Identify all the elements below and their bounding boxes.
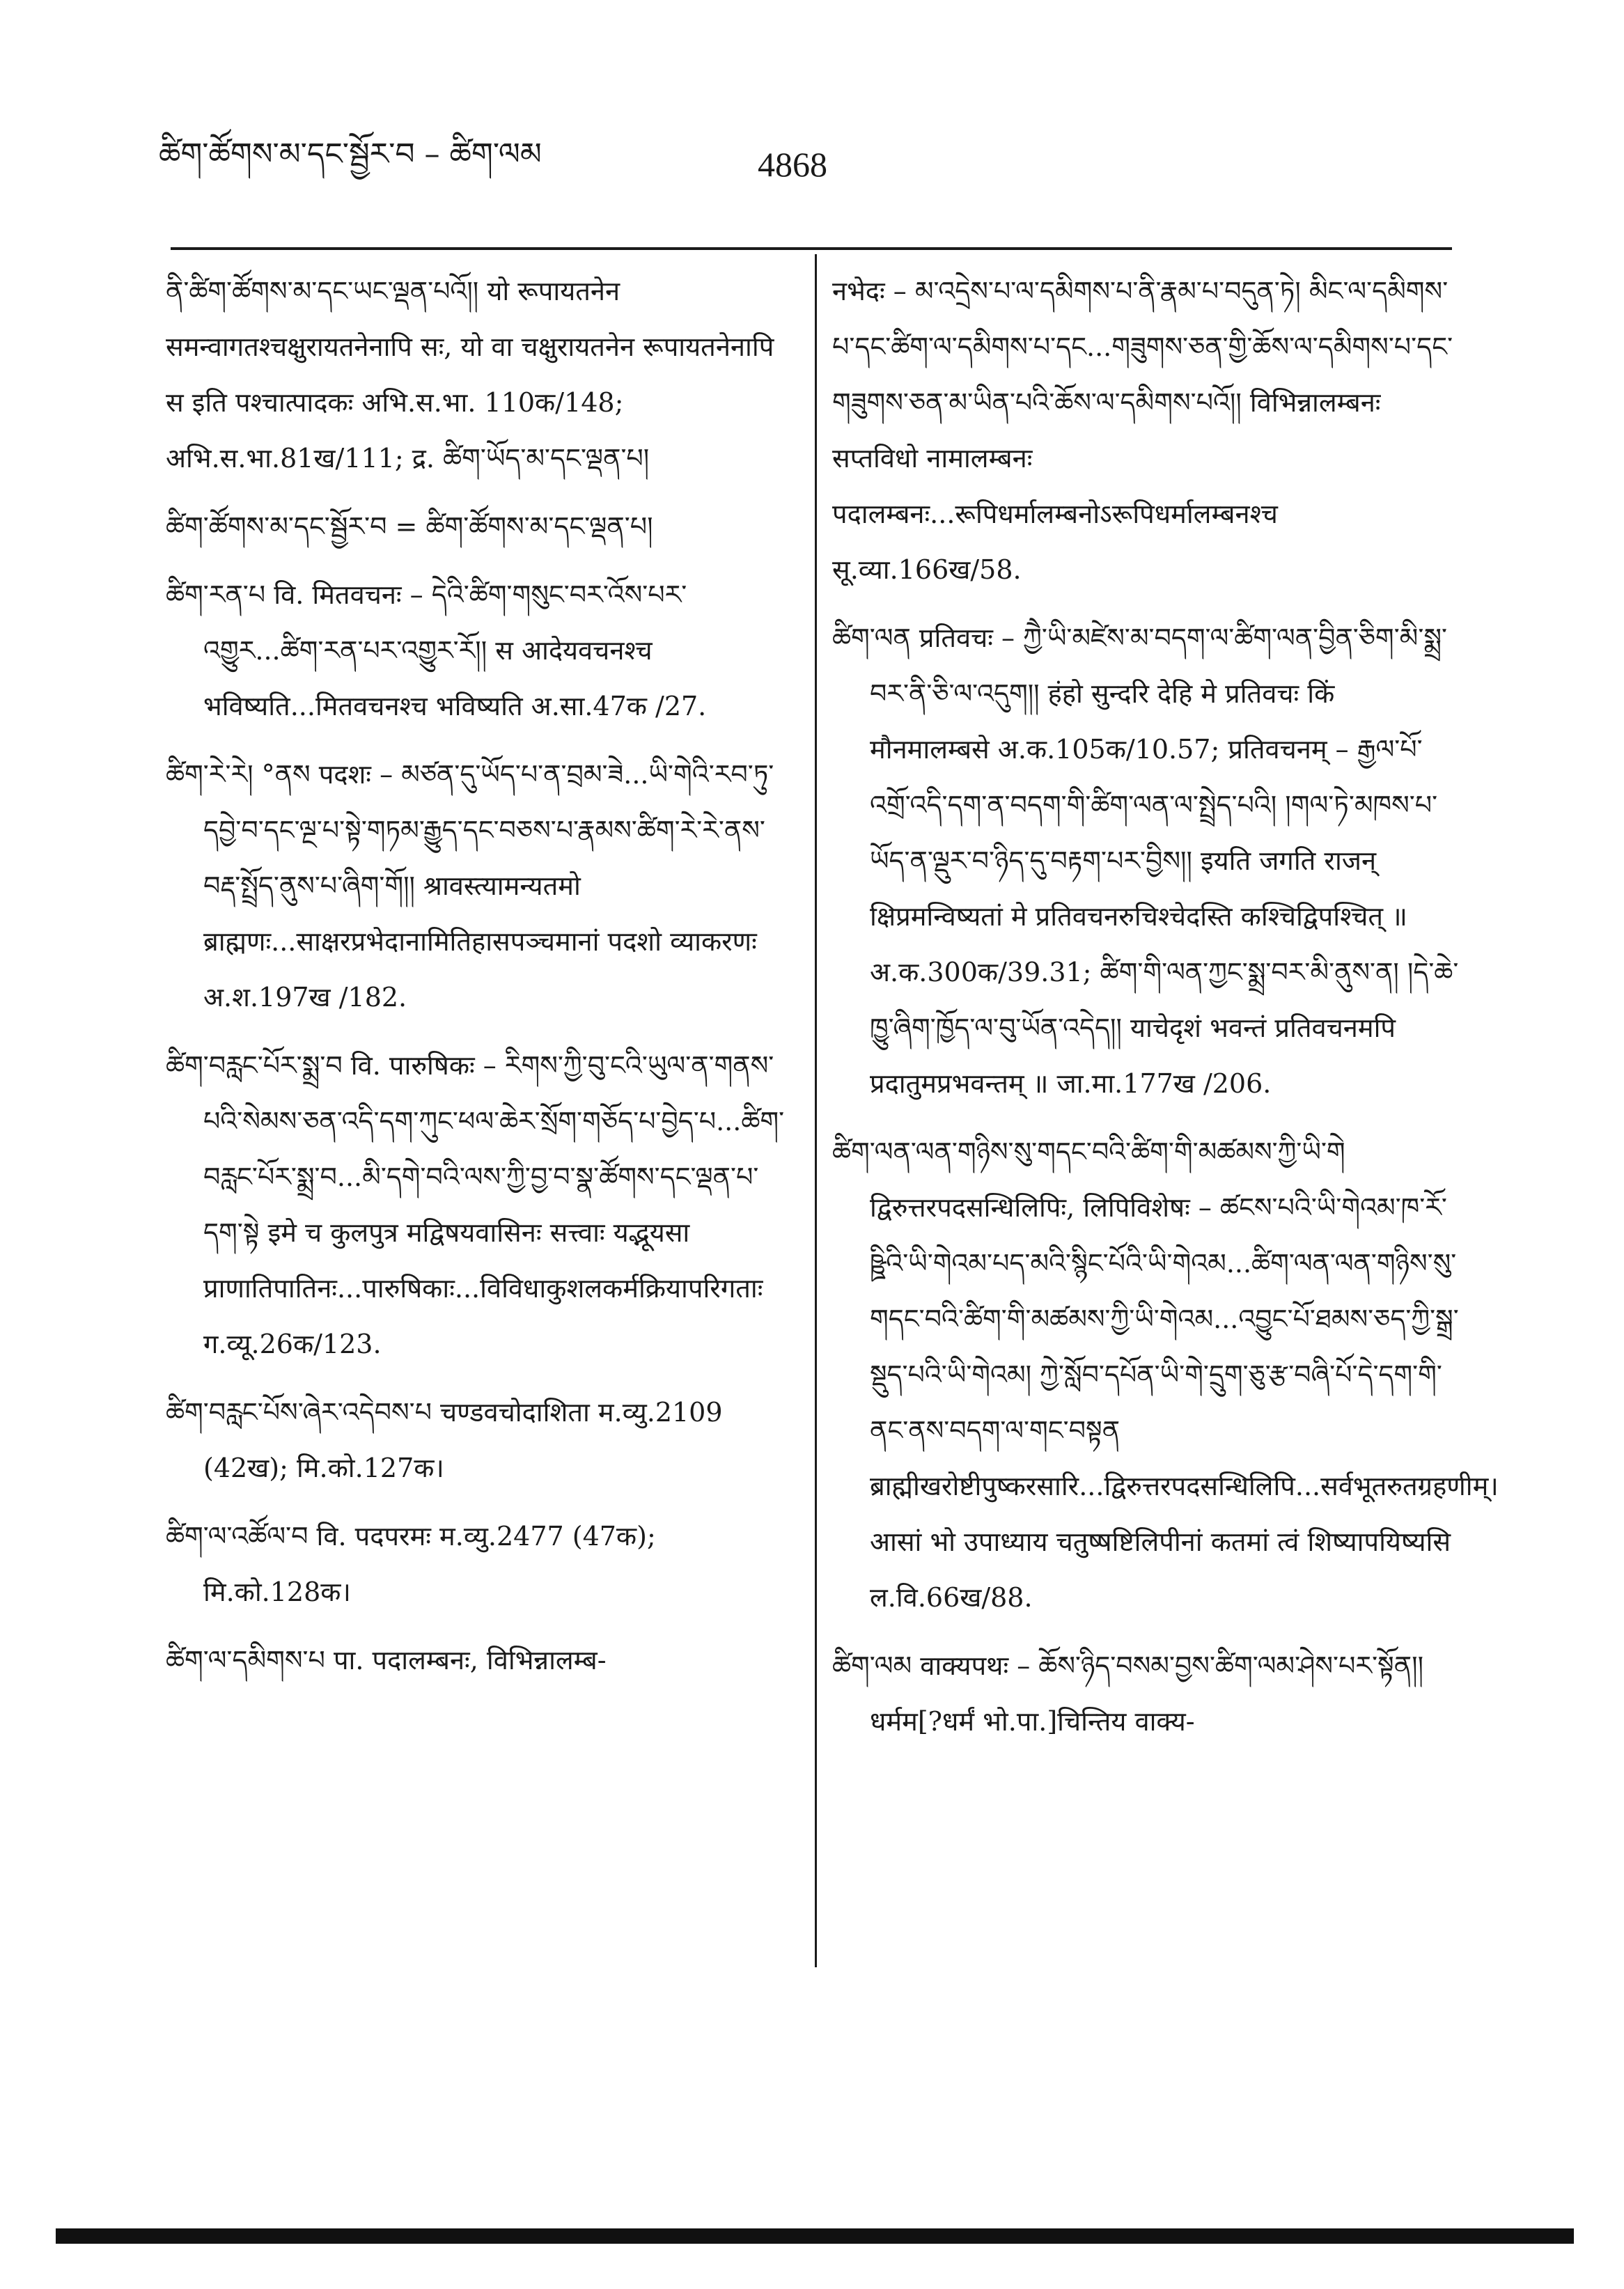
running-header: ཚིག་ཚོགས་མ་དང་སྦྱོར་བ – ཚིག་ལམ	[159, 136, 542, 172]
dictionary-entry: ཚིག་ལན प्रतिवचः – ཀྱཻ་ཡི་མཛེས་མ་བདག་ལ་ཚིག་ལན་བྱིན་ཅིག་མི་སྨྲ་བར་ནི་ཅི་ལ་འདུག།། हंहो सुन्दरि देहि मे प्रतिवचः किं मौनमालम्बसे अ.क.105क/10.57; प्रतिवचनम् – རྒྱལ་པོ་འགྲོ་འདི་དག་ན་བདག་གི་ཚིག་ལན་ལ་སྤྲེད་པའི། །གལ་ཏེ་མཁས་པ་ཡོད་ན་ལྡུར་བ་ཉིད་དུ་བརྟག་པར་བྱིས།། इयति जगति राजन् क्षिप्रमन्विष्यतां मे प्रतिवचनरुचिश्चेदस्ति कश्चिद्विपश्चित् ॥ अ.क.300क/39.31; ཚིག་གི་ལན་ཀྱང་སྨྲ་བར་མི་ནུས་ན། །དེ་ཆེ་ཁྱུ་ཞིག་ཁྱོད་ལ་བུ་ཡོན་འདེད།། याचेदृशं भवन्तं प्रतिवचनमपि प्रदातुमप्रभवन्तम् ॥ जा.मा.177ख /206.	[832, 623, 1459, 1099]
page-number: 4868	[758, 145, 827, 184]
entry-continuation: ནི་ཚིག་ཚོགས་མ་དང་ཡང་ལྡན་པའོ།། यो रूपायतनेन समन्वागतश्चक्षुरायतनेनापि सः, यो वा चक्षुरायतनेन रूपायतनेनापि स इति पश्चात्पादकः अभि.स.भा. 110क/148; अभि.स.भा.81ख/111; द्र. ཚིག་ཡོད་མ་དང་ལྡན་པ།	[166, 276, 774, 474]
dictionary-entry: ཚིག་རེ་རེ། °ནས पदशः – མཙན་དུ་ཡོད་པ་ན་བྲམ་ཟེ...ཡི་གེའི་རབ་ཏུ་དབྱེ་བ་དང་ལྔ་པ་སྟེ་གཏམ་རྒྱུད་དང་བཅས་པ་རྣམས་ཚིག་རེ་རེ་ནས་བརྡ་སྤྲོད་ནུས་པ་ཞིག་གོ།། श्रावस्त्यामन्यतमो ब्राह्मणः...साक्षरप्रभेदानामितिहासपञ्चमानां पदशो व्याकरणः अ.श.197ख /182.	[166, 759, 774, 1013]
dictionary-entry: ཚིག་རན་པ वि. मितवचनः – དེའི་ཚིག་གསུང་བར་འོས་པར་འགྱུར...ཚིག་རན་པར་འགྱུར་རོ།། स आदेयवचनश्च भविष्यति...मितवचनश्च भविष्यति अ.सा.47क /27.	[166, 579, 707, 721]
header-rule	[171, 247, 1452, 250]
footer-rule	[56, 2228, 1574, 2244]
dictionary-entry: ཚིག་ཚོགས་མ་དང་སྦྱོར་བ = ཚིག་ཚོགས་མ་དང་ལྡན་པ།	[166, 511, 653, 542]
dictionary-entry: ཚིག་ལན་ལན་གཉིས་སུ་གདང་བའི་ཚིག་གི་མཚམས་ཀྱི་ཡི་གེ द्विरुत्तरपदसन्धिलिपिः, लिपिविशेषः – ཚངས་པའི་ཡི་གེའམ་ཁ་རོ་ཥྛིའི་ཡི་གེའམ་པད་མའི་སྙིང་པོའི་ཡི་གེའམ...ཚིག་ལན་ལན་གཉིས་སུ་གདང་བའི་ཚིག་གི་མཚམས་ཀྱི་ཡི་གེའམ...འབྱུང་པོ་ཐམས་ཅད་ཀྱི་སྒྲ་སྡུད་པའི་ཡི་གེའམ། ཀྱེ་སློབ་དཔོན་ཡི་གེ་དྲུག་ཅུ་རྩ་བཞི་པོ་དེ་དག་གི་ནང་ནས་བདག་ལ་གང་བསྟན ब्राह्मीखरोष्टीपुष्करसारि...द्विरुत्तरपदसन्धिलिपि...सर्वभूतरुतग्रहणीम्। आसां भो उपाध्याय चतुष्षष्टिलिपीनां कतमां त्वं शिष्यापयिष्यसि ल.वि.66ख/88.	[832, 1136, 1499, 1613]
dictionary-entry: ཚིག་བརླང་པོར་སྨྲ་བ वि. पारुषिकः – རིགས་ཀྱི་བུ་ངའི་ཡུལ་ན་གནས་པའི་སེམས་ཅན་འདི་དག་ཀུང་ཕལ་ཆེར་སྲོག་གཅོད་པ་བྱེད་པ...ཚིག་བརླང་པོར་སྨྲ་བ...མི་དགེ་བའི་ལས་ཀྱི་བྱ་བ་སྣ་ཚོགས་དང་ལྡན་པ་དག་སྟེ इमे च कुलपुत्र मद्विषयवासिनः सत्त्वाः यद्भूयसा प्राणातिपातिनः...पारुषिकाः...विविधाकुशलकर्मक्रियापरिगताः ग.व्यू.26क/123.	[166, 1050, 785, 1359]
entry-continuation: नभेदः – མ་འདྲེས་པ་ལ་དམིགས་པ་ནི་རྣམ་པ་བདུན་ཏེ། མིང་ལ་དམིགས་པ་དང་ཚིག་ལ་དམིགས་པ་དང...གཟུགས་ཅན་གྱི་ཆོས་ལ་དམིགས་པ་དང་གཟུགས་ཅན་མ་ཡིན་པའི་ཆོས་ལ་དམིགས་པའོ།། विभिन्नालम्बनः सप्तविधो नामालम्बनः पदालम्बनः...रूपिधर्मालम्बनोऽरूपिधर्मालम्बनश्च सू.व्या.166ख/58.	[832, 276, 1453, 585]
dictionary-entry: ཚིག་ལ་དམིགས་པ पा. पदालम्बनः, विभिन्नालम्ब-	[166, 1645, 607, 1675]
dictionary-entry: ཚིག་ལམ वाक्यपथः – ཆོས་ཉིད་བསམ་བྱས་ཚིག་ལམ་ཤེས་པར་སྟོན།། धर्मम[?धर्मं भो.पा.]चिन्तिय वाक्य-	[832, 1650, 1424, 1737]
right-column	[832, 263, 1499, 1762]
dictionary-entry: ཚིག་ལ་འཚོལ་བ वि. पदपरमः म.व्यु.2477 (47क); मि.को.128क।	[166, 1521, 656, 1607]
dictionary-entry: ཚིག་བརླང་པོས་ཞེར་འདེབས་པ चण्डवचोदाशिता म.व्यु.2109 (42ख); मि.को.127क।	[166, 1397, 723, 1483]
left-column	[166, 263, 796, 1701]
column-divider	[815, 254, 817, 1967]
